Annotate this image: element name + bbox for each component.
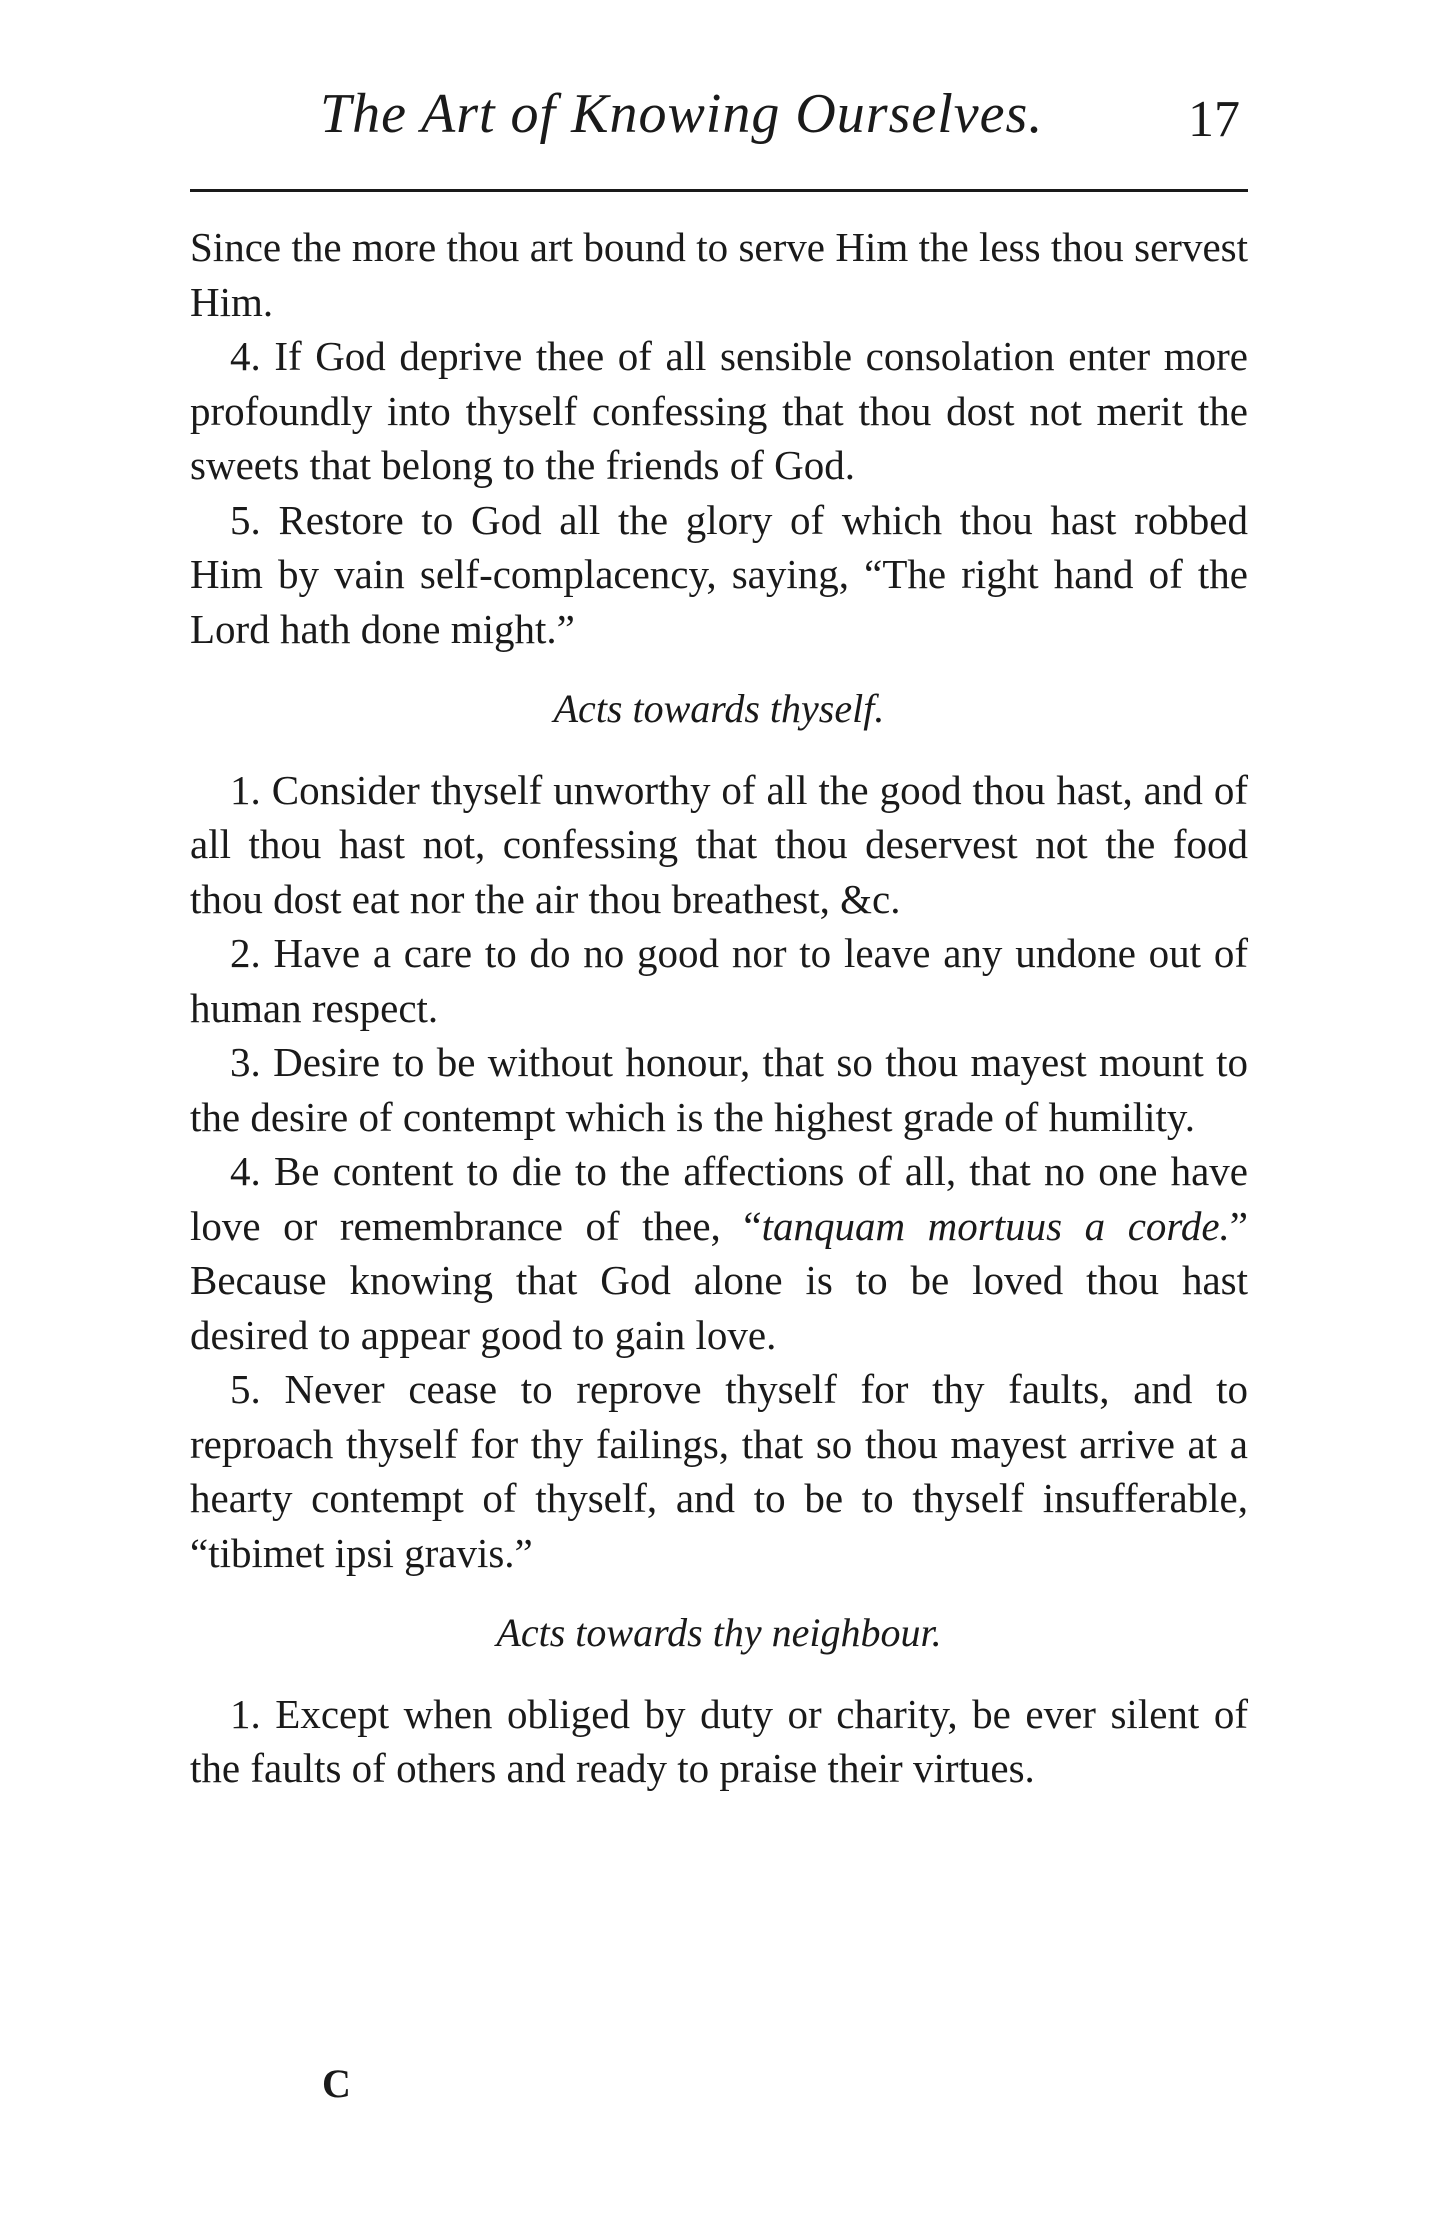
thyself-item-4-start: 4. Be content to die to the affections of all, that no one have love or remembrance of thee, “ bbox=[190, 1148, 1248, 1249]
header-rule bbox=[190, 189, 1248, 192]
thyself-item-4-end: ” Because knowing that God alone is to be loved thou hast desired to appear good to gain love. bbox=[190, 1202, 1248, 1358]
page-number: 17 bbox=[1188, 91, 1240, 148]
signature-mark: C bbox=[322, 2061, 351, 2106]
running-title: The Art of Knowing Ourselves. bbox=[320, 83, 1044, 145]
page-body bbox=[190, 220, 1248, 1796]
running-header bbox=[190, 62, 1248, 152]
thyself-item-5: 5. Never cease to reprove thyself for thy faults, and to reproach thyself for thy failings, that so thou mayest arrive at a hearty contempt of thyself, and to be to thyself insufferable, “tibimet ipsi gravis.” bbox=[190, 1366, 1248, 1576]
latin-quote: tanquam mortuus a corde. bbox=[761, 1202, 1230, 1249]
thyself-item-4 bbox=[190, 1144, 1248, 1362]
paragraph-continuation: Since the more thou art bound to serve Him the less thou servest Him. bbox=[190, 224, 1248, 325]
thyself-item-2: 2. Have a care to do no good nor to leave any undone out of human respect. bbox=[190, 930, 1248, 1031]
paragraph-5: 5. Restore to God all the glory of which thou hast robbed Him by vain self-complacency, saying, “The right hand of the Lord hath done might.” bbox=[190, 496, 1248, 652]
section-heading-thyself: Acts towards thyself. bbox=[553, 686, 885, 731]
section-heading-neighbour: Acts towards thy neighbour. bbox=[496, 1610, 942, 1655]
paragraph-4: 4. If God deprive thee of all sensible consolation enter more profoundly into thyself confessing that thou dost not merit the sweets that belong to the friends of God. bbox=[190, 333, 1248, 488]
neighbour-item-1: 1. Except when obliged by duty or charity, be ever silent of the faults of others and ready to praise their virtues. bbox=[190, 1690, 1248, 1791]
thyself-item-3: 3. Desire to be without honour, that so thou mayest mount to the desire of contempt which is the highest grade of humility. bbox=[190, 1039, 1248, 1140]
thyself-item-1: 1. Consider thyself unworthy of all the good thou hast, and of all thou hast not, confessing that thou deservest not the food thou dost eat nor the air thou breathest, &c. bbox=[190, 766, 1248, 922]
